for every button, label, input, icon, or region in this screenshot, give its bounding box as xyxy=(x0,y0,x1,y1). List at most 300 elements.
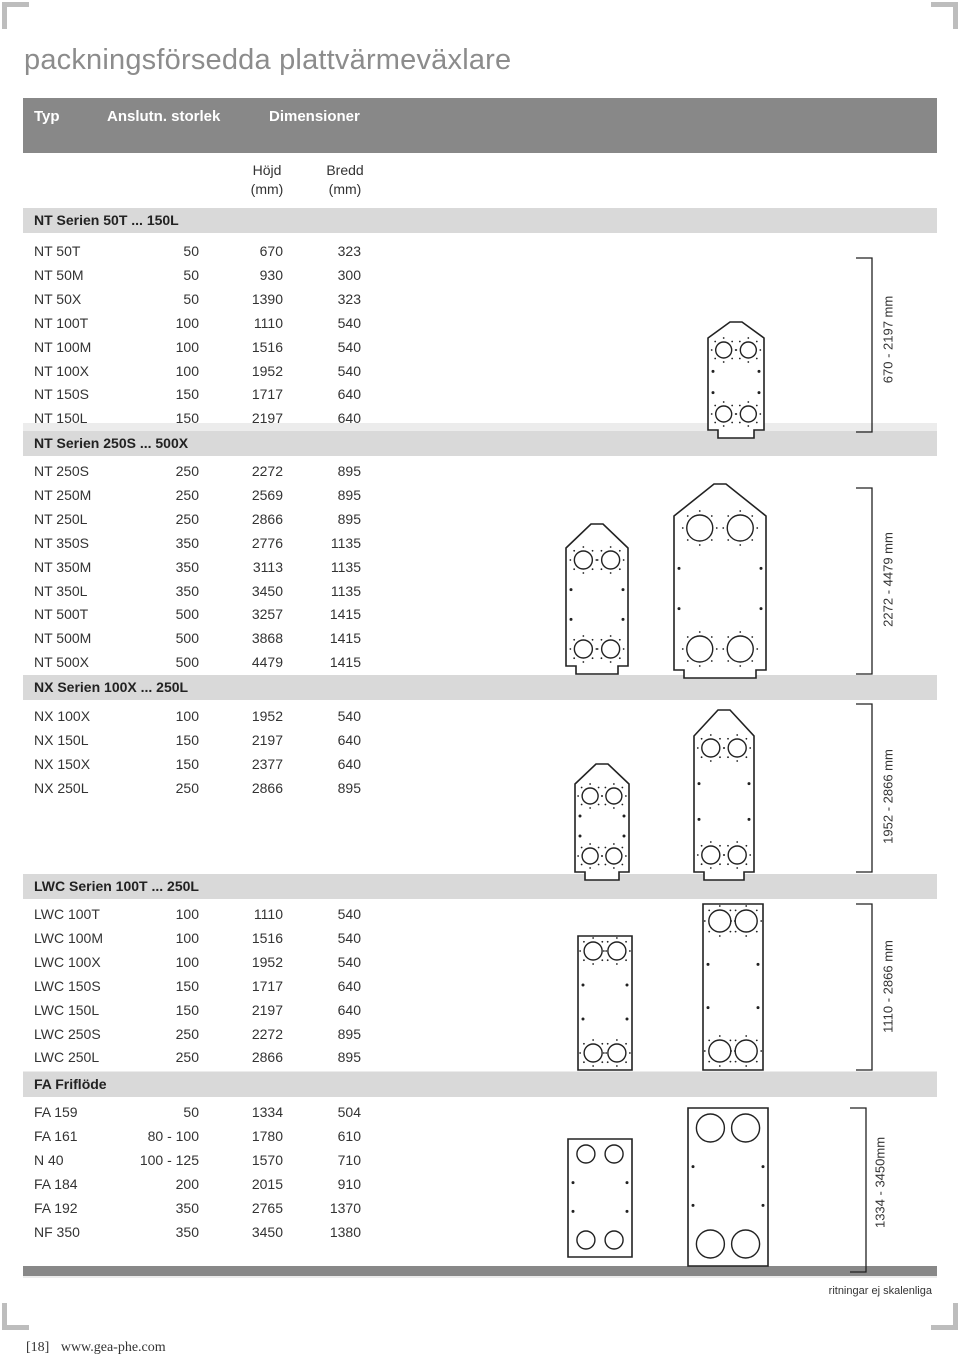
cell-type: NT 100M xyxy=(34,338,92,355)
edge-dot xyxy=(570,618,573,621)
cell-connection-size: 100 xyxy=(175,929,199,946)
edge-dot xyxy=(570,588,573,591)
bolt-dot xyxy=(745,845,747,847)
cell-connection-size: 150 xyxy=(175,386,199,403)
bolt-dot xyxy=(601,941,603,943)
edge-dot xyxy=(678,567,681,570)
edge-dot xyxy=(692,1165,695,1168)
bolt-dot xyxy=(756,527,758,529)
bolt-dot xyxy=(759,349,761,351)
bolt-dot xyxy=(687,515,689,517)
edge-dot xyxy=(748,818,751,821)
bolt-dot xyxy=(719,863,721,865)
edge-dot xyxy=(572,1181,575,1184)
bolt-dot xyxy=(607,959,609,961)
bolt-dot xyxy=(751,660,753,662)
bolt-dot xyxy=(745,935,747,937)
bolt-dot xyxy=(582,546,584,548)
cell-type: LWC 250L xyxy=(34,1049,100,1066)
group-title: LWC Serien 100T ... 250L xyxy=(34,878,199,894)
cell-type: LWC 100T xyxy=(34,906,100,922)
bolt-dot xyxy=(739,665,741,667)
cell-connection-size: 350 xyxy=(175,1199,199,1216)
bolt-dot xyxy=(583,959,585,961)
edge-dot xyxy=(626,1210,629,1213)
bolt-dot xyxy=(723,854,725,856)
cell-height: 1110 xyxy=(253,314,283,331)
bolt-dot xyxy=(582,635,584,637)
bolt-dot xyxy=(756,909,758,911)
bolt-dot xyxy=(723,401,725,403)
bolt-dot xyxy=(735,1061,737,1063)
bolt-dot xyxy=(727,636,729,638)
bolt-dot xyxy=(710,760,712,762)
bolt-dot xyxy=(604,847,606,849)
bolt-dot xyxy=(610,661,612,663)
cell-width: 1415 xyxy=(329,606,361,623)
cell-connection-size: 350 xyxy=(175,582,199,599)
cell-connection-size: 100 xyxy=(175,338,199,355)
bolt-dot xyxy=(621,804,623,806)
bolt-dot xyxy=(601,550,603,552)
cell-height: 1780 xyxy=(251,1127,283,1144)
bolt-dot xyxy=(589,783,591,785)
cell-connection-size: 500 xyxy=(175,630,199,647)
bolt-dot xyxy=(682,527,684,529)
cell-height: 2015 xyxy=(251,1175,283,1192)
bolt-dot xyxy=(723,747,725,749)
cell-connection-size: 250 xyxy=(175,510,199,527)
bolt-dot xyxy=(610,635,612,637)
cell-height: 2776 xyxy=(251,534,283,551)
bolt-dot xyxy=(598,804,600,806)
cell-height: 2377 xyxy=(251,755,283,772)
cell-width: 895 xyxy=(337,463,361,479)
bolt-dot xyxy=(604,787,606,789)
edge-dot xyxy=(572,1210,575,1213)
bolt-dot xyxy=(739,341,741,343)
cell-width: 640 xyxy=(337,755,361,772)
bolt-dot xyxy=(583,1061,585,1063)
cell-height: 1110 xyxy=(253,906,283,922)
bolt-dot xyxy=(727,539,729,541)
cell-type: NT 350M xyxy=(34,558,92,575)
cell-width: 895 xyxy=(337,510,361,527)
bolt-dot xyxy=(756,422,758,424)
dimension-bracket xyxy=(856,258,872,432)
bolt-dot xyxy=(710,867,712,869)
cell-connection-size: 500 xyxy=(175,606,199,623)
cell-type: FA 159 xyxy=(34,1104,78,1120)
bolt-dot xyxy=(592,1065,594,1067)
bolt-dot xyxy=(697,747,699,749)
bolt-dot xyxy=(731,358,733,360)
cell-height: 1717 xyxy=(251,386,283,403)
bolt-dot xyxy=(699,631,701,633)
cell-height: 1952 xyxy=(251,708,283,724)
bolt-dot xyxy=(613,783,615,785)
bolt-dot xyxy=(610,572,612,574)
bolt-dot xyxy=(739,358,741,360)
bolt-dot xyxy=(701,863,703,865)
cell-height: 2569 xyxy=(251,486,283,503)
bolt-dot xyxy=(749,854,751,856)
bolt-dot xyxy=(716,648,718,650)
bolt-dot xyxy=(731,405,733,407)
bolt-dot xyxy=(601,639,603,641)
cell-height: 1570 xyxy=(251,1151,283,1168)
bolt-dot xyxy=(736,734,738,736)
cell-connection-size: 350 xyxy=(175,1223,199,1240)
bolt-dot xyxy=(708,1061,710,1063)
bolt-dot xyxy=(708,931,710,933)
cell-type: LWC 100M xyxy=(34,929,103,946)
bolt-dot xyxy=(714,341,716,343)
edge-dot xyxy=(622,618,625,621)
bolt-dot xyxy=(629,1052,631,1054)
cell-connection-size: 250 xyxy=(175,1025,199,1042)
bolt-dot xyxy=(592,1039,594,1041)
cell-width: 895 xyxy=(337,779,361,796)
group-title: NX Serien 100X ... 250L xyxy=(34,679,189,695)
dimension-range-label: 2272 - 4479 mm xyxy=(880,532,896,627)
bolt-dot xyxy=(704,1050,706,1052)
bolt-dot xyxy=(756,1061,758,1063)
website: www.gea-phe.com xyxy=(60,1340,166,1355)
edge-dot xyxy=(582,1018,585,1021)
bolt-dot xyxy=(592,657,594,659)
port-circle xyxy=(577,1145,595,1163)
bolt-dot xyxy=(708,1039,710,1041)
dimension-bracket xyxy=(856,704,872,872)
cell-width: 1135 xyxy=(330,558,361,575)
bolt-dot xyxy=(711,413,713,415)
bolt-dot xyxy=(573,550,575,552)
edge-dot xyxy=(626,1018,629,1021)
bolt-dot xyxy=(756,931,758,933)
scale-note: ritningar ej skalenliga xyxy=(828,1285,932,1297)
bolt-dot xyxy=(607,941,609,943)
cell-type: LWC 150S xyxy=(34,977,101,994)
dimension-bracket xyxy=(856,488,872,674)
cell-height: 930 xyxy=(259,266,283,283)
cell-type: NT 500M xyxy=(34,630,92,647)
edge-dot xyxy=(757,1006,760,1009)
bolt-dot xyxy=(756,648,758,650)
subheader-width: Bredd (mm) xyxy=(326,162,364,197)
cell-connection-size: 100 xyxy=(175,314,199,331)
bolt-dot xyxy=(613,807,615,809)
cell-type: NT 250L xyxy=(34,510,88,527)
cell-width: 1135 xyxy=(330,534,361,551)
cell-type: NT 500X xyxy=(34,654,89,671)
bolt-dot xyxy=(601,1061,603,1063)
cell-width: 540 xyxy=(337,953,361,970)
bolt-dot xyxy=(573,639,575,641)
bolt-dot xyxy=(605,950,607,952)
bolt-dot xyxy=(603,1052,605,1054)
cell-connection-size: 250 xyxy=(175,779,199,796)
edge-dot xyxy=(748,782,751,785)
cell-type: NT 250S xyxy=(34,463,89,479)
cell-width: 540 xyxy=(337,906,361,922)
bolt-dot xyxy=(579,1052,581,1054)
edge-dot xyxy=(626,984,629,987)
bolt-dot xyxy=(747,337,749,339)
bolt-dot xyxy=(723,361,725,363)
edge-dot xyxy=(707,1006,710,1009)
bolt-dot xyxy=(711,636,713,638)
cell-connection-size: 250 xyxy=(175,463,199,479)
bolt-dot xyxy=(621,787,623,789)
cell-width: 540 xyxy=(337,314,361,331)
bolt-dot xyxy=(687,660,689,662)
cell-connection-size: 100 xyxy=(175,362,199,379)
cell-width: 895 xyxy=(337,486,361,503)
bolt-dot xyxy=(727,845,729,847)
cell-connection-size: 50 xyxy=(183,266,199,283)
bolt-dot xyxy=(616,1065,618,1067)
cell-height: 2866 xyxy=(251,1049,283,1066)
bolt-dot xyxy=(616,963,618,965)
dimension-range-label: 670 - 2197 mm xyxy=(880,295,896,384)
bolt-dot xyxy=(625,1061,627,1063)
bolt-dot xyxy=(577,795,579,797)
bolt-dot xyxy=(745,1035,747,1037)
cell-width: 540 xyxy=(337,338,361,355)
bolt-dot xyxy=(730,909,732,911)
edge-dot xyxy=(698,818,701,821)
bolt-dot xyxy=(583,941,585,943)
bolt-dot xyxy=(607,1043,609,1045)
cell-connection-size: 50 xyxy=(183,290,199,307)
cell-connection-size: 150 xyxy=(175,410,199,427)
bolt-dot xyxy=(616,937,618,939)
cell-type: FA 184 xyxy=(34,1175,78,1192)
bolt-dot xyxy=(601,657,603,659)
bolt-dot xyxy=(589,843,591,845)
bolt-dot xyxy=(625,959,627,961)
port-circle xyxy=(732,1230,760,1258)
edge-dot xyxy=(762,1204,765,1207)
bolt-dot xyxy=(719,738,721,740)
bolt-dot xyxy=(745,1065,747,1067)
bolt-dot xyxy=(711,349,713,351)
bolt-dot xyxy=(760,1050,762,1052)
bolt-dot xyxy=(719,845,721,847)
cell-type: NT 150L xyxy=(34,410,88,427)
cell-connection-size: 500 xyxy=(175,654,199,671)
bolt-dot xyxy=(710,734,712,736)
bolt-dot xyxy=(604,804,606,806)
cell-connection-size: 50 xyxy=(183,1104,199,1120)
edge-dot xyxy=(760,567,763,570)
bolt-dot xyxy=(573,568,575,570)
bolt-dot xyxy=(697,854,699,856)
dimension-range-label: 1110 - 2866 mm xyxy=(880,940,896,1033)
bolt-dot xyxy=(756,358,758,360)
bolt-dot xyxy=(711,660,713,662)
bolt-dot xyxy=(597,648,599,650)
bolt-dot xyxy=(616,1039,618,1041)
bolt-dot xyxy=(582,572,584,574)
cell-width: 1135 xyxy=(330,582,361,599)
bolt-dot xyxy=(719,905,721,907)
cell-height: 3450 xyxy=(251,582,283,599)
cell-width: 640 xyxy=(337,731,361,748)
bolt-dot xyxy=(625,941,627,943)
heat-exchanger-plate xyxy=(708,322,764,438)
cell-height: 1717 xyxy=(251,977,283,994)
bolt-dot xyxy=(569,648,571,650)
port-circle xyxy=(605,1231,623,1249)
cell-width: 540 xyxy=(337,362,361,379)
bolt-dot xyxy=(735,349,737,351)
edge-dot xyxy=(626,1181,629,1184)
bolt-dot xyxy=(719,1065,721,1067)
edge-dot xyxy=(692,1204,695,1207)
port-circle xyxy=(732,1114,760,1142)
cell-height: 2866 xyxy=(251,510,283,527)
bolt-dot xyxy=(613,843,615,845)
cell-type: NT 350L xyxy=(34,582,88,599)
cell-height: 670 xyxy=(259,243,283,259)
bolt-dot xyxy=(736,841,738,843)
bolt-dot xyxy=(731,422,733,424)
bolt-dot xyxy=(569,559,571,561)
bolt-dot xyxy=(749,747,751,749)
edge-dot xyxy=(623,815,626,818)
cell-type: NX 100X xyxy=(34,708,91,724)
bolt-dot xyxy=(577,855,579,857)
cell-height: 3450 xyxy=(251,1223,283,1240)
cell-connection-size: 100 xyxy=(175,708,199,724)
bolt-dot xyxy=(701,845,703,847)
bolt-dot xyxy=(730,1039,732,1041)
cell-type: NT 50X xyxy=(34,290,82,307)
bolt-dot xyxy=(719,756,721,758)
edge-dot xyxy=(712,391,715,394)
bolt-dot xyxy=(730,920,732,922)
bolt-dot xyxy=(629,950,631,952)
bolt-dot xyxy=(711,539,713,541)
bolt-dot xyxy=(722,648,724,650)
cell-width: 540 xyxy=(337,708,361,724)
bolt-dot xyxy=(579,950,581,952)
bolt-dot xyxy=(739,631,741,633)
cell-type: LWC 250S xyxy=(34,1025,101,1042)
cell-width: 640 xyxy=(337,410,361,427)
bolt-dot xyxy=(687,636,689,638)
bolt-dot xyxy=(756,1039,758,1041)
header-typ: Typ xyxy=(34,108,60,125)
cell-height: 3257 xyxy=(251,606,283,623)
cell-width: 895 xyxy=(337,1049,361,1066)
bolt-dot xyxy=(730,931,732,933)
cell-height: 2197 xyxy=(251,731,283,748)
edge-dot xyxy=(758,391,761,394)
page-number: [18] xyxy=(26,1340,50,1355)
cell-type: N 40 xyxy=(34,1151,64,1168)
bolt-dot xyxy=(704,920,706,922)
cell-connection-size: 150 xyxy=(175,977,199,994)
dimension-range-label: 1334 - 3450mm xyxy=(872,1136,888,1229)
bolt-dot xyxy=(723,337,725,339)
bolt-dot xyxy=(711,515,713,517)
bolt-dot xyxy=(625,855,627,857)
edge-dot xyxy=(678,607,681,610)
bolt-dot xyxy=(592,639,594,641)
bolt-dot xyxy=(727,515,729,517)
cell-width: 323 xyxy=(337,290,361,307)
header-connection-size: Anslutn. storlek xyxy=(107,108,221,125)
cell-height: 1516 xyxy=(251,929,283,946)
cell-type: NT 50T xyxy=(34,243,81,259)
bolt-dot xyxy=(730,1050,732,1052)
bolt-dot xyxy=(710,841,712,843)
bolt-dot xyxy=(727,863,729,865)
group-title: FA Friflöde xyxy=(34,1076,107,1092)
cell-height: 2272 xyxy=(251,463,283,479)
bolt-dot xyxy=(760,920,762,922)
bolt-dot xyxy=(708,909,710,911)
cell-height: 2765 xyxy=(251,1199,283,1216)
bolt-dot xyxy=(714,422,716,424)
bolt-dot xyxy=(739,544,741,546)
cell-height: 2197 xyxy=(251,1001,283,1018)
bolt-dot xyxy=(619,657,621,659)
cell-connection-size: 150 xyxy=(175,755,199,772)
port-circle xyxy=(577,1231,595,1249)
bolt-dot xyxy=(745,738,747,740)
edge-dot xyxy=(757,963,760,966)
cell-height: 2272 xyxy=(251,1025,283,1042)
bolt-dot xyxy=(598,787,600,789)
bolt-dot xyxy=(573,657,575,659)
cell-connection-size: 100 xyxy=(175,906,199,922)
edge-dot xyxy=(622,588,625,591)
bolt-dot xyxy=(722,527,724,529)
bolt-dot xyxy=(592,568,594,570)
cell-width: 540 xyxy=(337,929,361,946)
bolt-dot xyxy=(735,931,737,933)
bolt-dot xyxy=(589,807,591,809)
group-title: NT Serien 250S ... 500X xyxy=(34,435,189,451)
bolt-dot xyxy=(621,847,623,849)
bolt-dot xyxy=(619,568,621,570)
edge-dot xyxy=(579,815,582,818)
bolt-dot xyxy=(701,756,703,758)
bolt-dot xyxy=(619,550,621,552)
cell-connection-size: 250 xyxy=(175,486,199,503)
cell-type: NT 350S xyxy=(34,534,89,551)
cell-type: FA 161 xyxy=(34,1127,78,1144)
cell-width: 640 xyxy=(337,1001,361,1018)
bolt-dot xyxy=(619,639,621,641)
cell-height: 2197 xyxy=(251,410,283,427)
cell-type: NX 250L xyxy=(34,779,89,796)
bolt-dot xyxy=(682,648,684,650)
cell-width: 300 xyxy=(337,266,361,283)
bolt-dot xyxy=(736,867,738,869)
cell-width: 640 xyxy=(337,977,361,994)
bolt-dot xyxy=(759,413,761,415)
cell-connection-size: 350 xyxy=(175,558,199,575)
bolt-dot xyxy=(603,950,605,952)
group-title: NT Serien 50T ... 150L xyxy=(34,212,179,228)
dimension-range-label: 1952 - 2866 mm xyxy=(880,749,896,844)
bolt-dot xyxy=(756,341,758,343)
